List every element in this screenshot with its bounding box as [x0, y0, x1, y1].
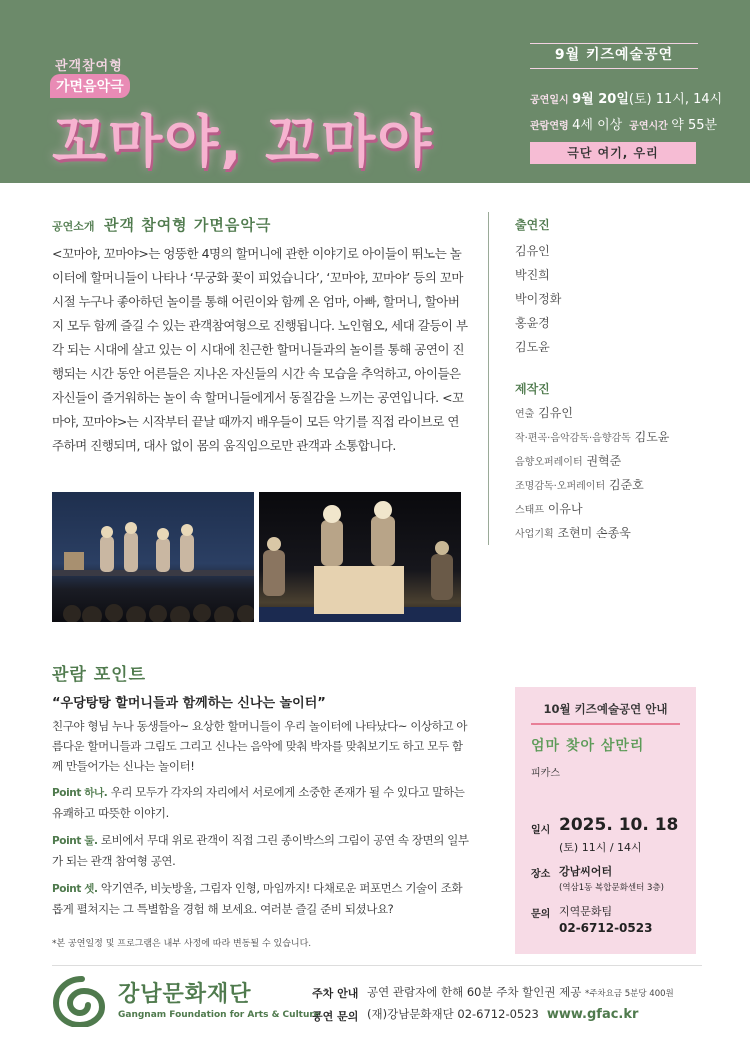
- cast-name: 홍윤경: [515, 316, 550, 330]
- date-label: 일시: [531, 825, 551, 836]
- date-value: 2025. 10. 18: [559, 815, 679, 835]
- header-banner: [0, 0, 750, 183]
- point-item: Point 셋. 악기연주, 비눗방울, 그림자 인형, 마임까지! 다채로운 퍼포먼스 기술이 조화롭게 펼쳐지는 그 특별함을 경험 해 보세요. 여러분 즐길 준비 되셨나요?: [52, 881, 463, 916]
- crew-heading: 제작진: [515, 382, 550, 396]
- cast-name: 김유인: [515, 244, 550, 258]
- inquiry-info: (재)강남문화재단 02-6712-0523 www.gfac.kr: [367, 1007, 639, 1022]
- place-label: 장소: [531, 869, 551, 880]
- performance-photo-1: [52, 492, 254, 622]
- age-time-info: 관람연령 4세 이상 공연시간 약 55분: [530, 118, 718, 133]
- cast-name: 김도윤: [515, 340, 550, 354]
- performance-photo-2: [259, 492, 461, 622]
- next-show-company: 피카스: [531, 768, 560, 779]
- points-quote: “우당탕탕 할머니들과 함께하는 신나는 놀이터”: [52, 696, 326, 711]
- footer-divider: [52, 965, 702, 966]
- contact-phone: 02-6712-0523: [559, 921, 653, 935]
- intro-body: <꼬마야, 꼬마야>는 엉뚱한 4명의 할머니에 관한 이야기로 아이들이 뛰노는 놀이터에 할머니들이 나타나 ‘무궁화 꽃이 피었습니다’, ‘꼬마야, 꼬마야’ 등의 꼬마시절 누구나 좋아하던 놀이를 통해 어린이와 함께 온 엄마, 아빠, 할머니, 할아버지 모두 함께 즐길 수 있는 관객참여형으로 진행됩니다. 노인혐오, 세대 갈등이 부각 되는 시대에 살고 있는 이 시대에 친근한 할머니들과의 놀이를 통해 공연이 진행되는 시간 동안 어른들은 지나온 자신들의 시간 속 모습을 추억하고, 아이들은 자신들이 즐거워하는 놀이 속 할머니들에게서 동질감을 느끼는 공연입니다. <꼬마야, 꼬마야>는 시작부터 끝날 때까지 배우들이 모든 악기를 직접 라이브로 연주하며 진행되며, 대사 없이 몸의 움직임으로만 관객과 소통합니다.: [52, 246, 468, 453]
- crew-item: 사업기획 조현미 손종욱: [515, 526, 631, 540]
- month-label: 9월 키즈예술공연: [530, 43, 698, 69]
- place-detail: (역삼1동 복합문화센터 3층): [559, 883, 664, 893]
- place-value: 강남씨어터: [559, 865, 613, 878]
- crew-item: 연출 김유인: [515, 406, 573, 420]
- points-intro: 친구야 형님 누나 동생들아~ 요상한 할머니들이 우리 놀이터에 나타났다~ 이상하고 아름다운 할머니들과 그림도 그리고 신나는 음악에 맞춰 박자를 맞춰보기도 하고 모두 함께 만들어가는 신나는 놀이터!: [52, 719, 468, 773]
- website-link[interactable]: www.gfac.kr: [546, 1007, 639, 1022]
- next-show-heading: 10월 키즈예술공연 안내: [543, 702, 668, 716]
- points-title: 관람 포인트: [52, 665, 147, 685]
- contact-value: 지역문화팀: [559, 905, 613, 918]
- crew-item: 스태프 이유나: [515, 502, 583, 516]
- subtitle-top: 관객참여형: [55, 59, 123, 74]
- crew-item: 조명감독·오퍼레이터 김준호: [515, 478, 644, 492]
- next-show-card: [515, 687, 696, 954]
- crew-item: 음향오퍼레이터 권혁준: [515, 454, 622, 468]
- inquiry-label: 공연 문의: [312, 1010, 359, 1023]
- page-title: 꼬마야, 꼬마야: [52, 110, 434, 175]
- intro-heading: 관객 참여형 가면음악극: [104, 216, 272, 234]
- cast-name: 박진희: [515, 268, 550, 282]
- parking-label: 주차 안내: [312, 987, 359, 1000]
- contact-label: 문의: [531, 909, 551, 920]
- subtitle-tag: 가면음악극: [50, 74, 130, 98]
- stage-illustration-2: [259, 492, 461, 622]
- foundation-name-en: Gangnam Foundation for Arts & Culture: [118, 1010, 320, 1020]
- date-info: 공연일시 9월 20일(토) 11시, 14시: [530, 92, 723, 107]
- stage-illustration-1: [52, 492, 254, 622]
- intro-label: 공연소개: [52, 220, 95, 233]
- cast-name: 박이정화: [515, 292, 562, 306]
- point-item: Point 둘. 로비에서 무대 위로 관객이 직접 그린 종이박스의 그림이 공연 속 장면의 일부가 되는 관객 참여형 공연.: [52, 833, 469, 868]
- parking-info: 공연 관람자에 한해 60분 주차 할인권 제공 *주차요금 5분당 400원: [367, 985, 674, 999]
- time-value: (토) 11시 / 14시: [559, 841, 642, 854]
- footnote: *본 공연일정 및 프로그램은 내부 사정에 따라 변동될 수 있습니다.: [52, 939, 312, 949]
- cast-heading: 출연진: [515, 218, 550, 232]
- divider: [531, 723, 680, 725]
- company-badge: 극단 여기, 우리: [530, 142, 696, 164]
- foundation-logo-icon: [52, 975, 110, 1027]
- crew-item: 작·편곡·음악감독·음향감독 김도윤: [515, 430, 670, 444]
- column-divider: [488, 212, 489, 545]
- point-item: Point 하나. 우리 모두가 각자의 자리에서 서로에게 소중한 존재가 될 수 있다고 말하는 유쾌하고 따뜻한 이야기.: [52, 785, 465, 820]
- next-show-title: 엄마 찾아 삼만리: [531, 738, 645, 754]
- foundation-name: 강남문화재단: [118, 982, 252, 1007]
